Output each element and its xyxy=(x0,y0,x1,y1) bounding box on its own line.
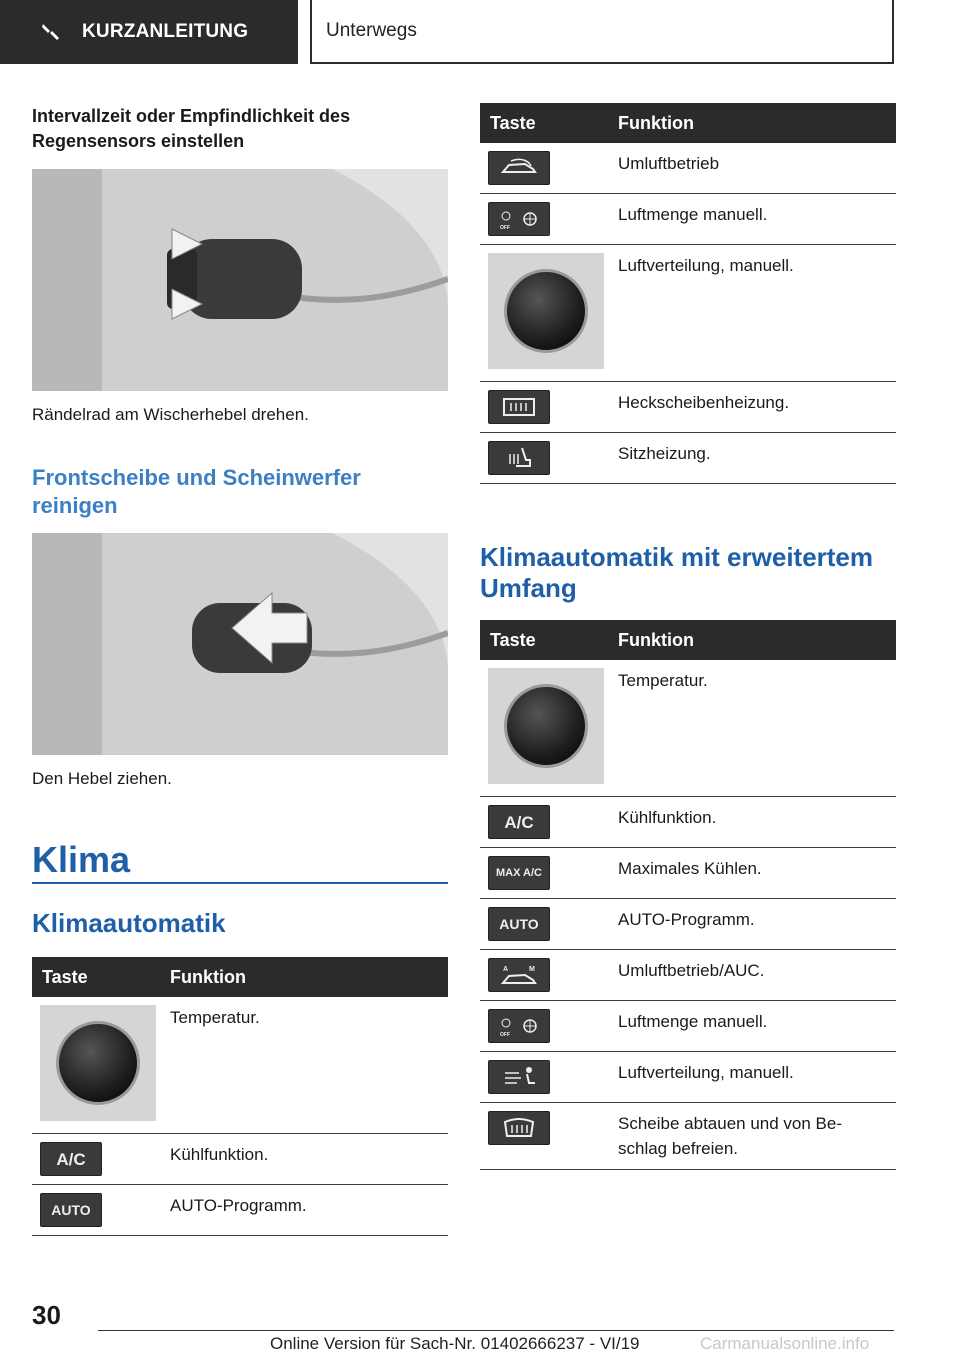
row-label: Maximales Kühlen. xyxy=(612,848,896,899)
wiper-lever-image xyxy=(32,169,448,391)
klima-table-extended xyxy=(480,620,896,1170)
row-label: Luftmenge manuell. xyxy=(612,194,896,245)
row-label: AUTO-Programm. xyxy=(612,899,896,950)
table-header-row xyxy=(32,957,448,997)
svg-text:A: A xyxy=(503,966,509,973)
col-funktion: Funktion xyxy=(164,957,448,997)
chapter-tab xyxy=(310,0,894,64)
section-tab xyxy=(0,0,298,64)
table-row xyxy=(480,1052,896,1103)
row-label: Luftverteilung, manuell. xyxy=(612,245,896,382)
col-taste: Taste xyxy=(32,957,164,997)
row-label: Luftverteilung, manuell. xyxy=(612,1052,896,1103)
table-header-row xyxy=(480,620,896,660)
online-version-text: Online Version für Sach-Nr. 01402666237 - VI/19 xyxy=(270,1334,640,1353)
klima-table xyxy=(32,957,448,1236)
col-taste: Taste xyxy=(480,620,612,660)
row-label: Luftmenge manuell. xyxy=(612,1001,896,1052)
klima-table-basic xyxy=(480,103,896,484)
table-row xyxy=(480,797,896,848)
car-tool-icon xyxy=(40,21,62,43)
table-row xyxy=(480,245,896,382)
table-row xyxy=(480,848,896,899)
row-label: Umluftbetrieb/AUC. xyxy=(612,950,896,1001)
washer-lever-image xyxy=(32,533,448,755)
temperature-dial-icon xyxy=(488,668,604,784)
recirculation-auc-icon xyxy=(488,958,550,992)
heading-washer: Frontscheibe und Scheinwerfer reinigen xyxy=(32,465,361,518)
col-funktion: Funktion xyxy=(612,103,896,143)
row-label: Sitzheizung. xyxy=(612,433,896,484)
table-row xyxy=(480,194,896,245)
seat-heating-icon xyxy=(488,441,550,475)
svg-text:M: M xyxy=(529,966,535,973)
table-row xyxy=(480,382,896,433)
table-row xyxy=(480,899,896,950)
footer-rule xyxy=(98,1330,894,1331)
chapter-label: Unterwegs xyxy=(326,20,417,41)
table-row xyxy=(480,1103,896,1170)
page-number: 30 xyxy=(32,1300,61,1330)
col-funktion: Funktion xyxy=(612,620,896,660)
ac-button-icon: A/C xyxy=(40,1142,102,1176)
rear-defrost-icon xyxy=(488,390,550,424)
row-label: Kühlfunktion. xyxy=(612,797,896,848)
temperature-dial-icon xyxy=(40,1005,156,1121)
fan-speed-icon xyxy=(488,1009,550,1043)
table-row xyxy=(480,433,896,484)
svg-text:OFF: OFF xyxy=(500,1032,510,1038)
table-row xyxy=(480,1001,896,1052)
max-ac-button-icon: MAX A/C xyxy=(488,856,550,890)
heading-extended: Klimaautomatik mit erweitertem Umfang xyxy=(480,542,874,603)
row-label: Temperatur. xyxy=(164,997,448,1134)
recirculation-icon xyxy=(488,151,550,185)
table-header-row xyxy=(480,103,896,143)
row-label: Scheibe abtauen und von Be‐schlag befreien. xyxy=(612,1103,896,1170)
table-row xyxy=(480,950,896,1001)
fan-speed-icon xyxy=(488,202,550,236)
ac-button-icon: A/C xyxy=(488,805,550,839)
caption-pull: Den Hebel ziehen. xyxy=(32,769,172,788)
caption-wheel: Rändelrad am Wischerhebel drehen. xyxy=(32,405,309,424)
auto-button-icon: AUTO xyxy=(488,907,550,941)
heading-klima: Klima xyxy=(32,839,131,880)
row-label: Heckscheibenheizung. xyxy=(612,382,896,433)
air-distribution-icon xyxy=(488,1060,550,1094)
subheading-rain-sensor: Intervallzeit oder Empfindlichkeit des Regensensors einstellen xyxy=(32,106,351,151)
table-row xyxy=(480,143,896,194)
table-row xyxy=(480,660,896,797)
svg-text:OFF: OFF xyxy=(500,225,510,231)
section-label: KURZANLEITUNG xyxy=(82,21,249,42)
row-label: Temperatur. xyxy=(612,660,896,797)
air-distribution-dial-icon xyxy=(488,253,604,369)
table-row xyxy=(32,1185,448,1236)
heading-rule xyxy=(32,882,448,884)
watermark-text: Carmanualsonline.info xyxy=(700,1334,870,1353)
table-row xyxy=(32,1134,448,1185)
row-label: Umluftbetrieb xyxy=(612,143,896,194)
windshield-defrost-icon xyxy=(488,1111,550,1145)
col-taste: Taste xyxy=(480,103,612,143)
row-label: AUTO-Programm. xyxy=(164,1185,448,1236)
row-label: Kühlfunktion. xyxy=(164,1134,448,1185)
auto-button-icon: AUTO xyxy=(40,1193,102,1227)
table-row xyxy=(32,997,448,1134)
heading-klimaautomatik: Klimaautomatik xyxy=(32,908,226,938)
